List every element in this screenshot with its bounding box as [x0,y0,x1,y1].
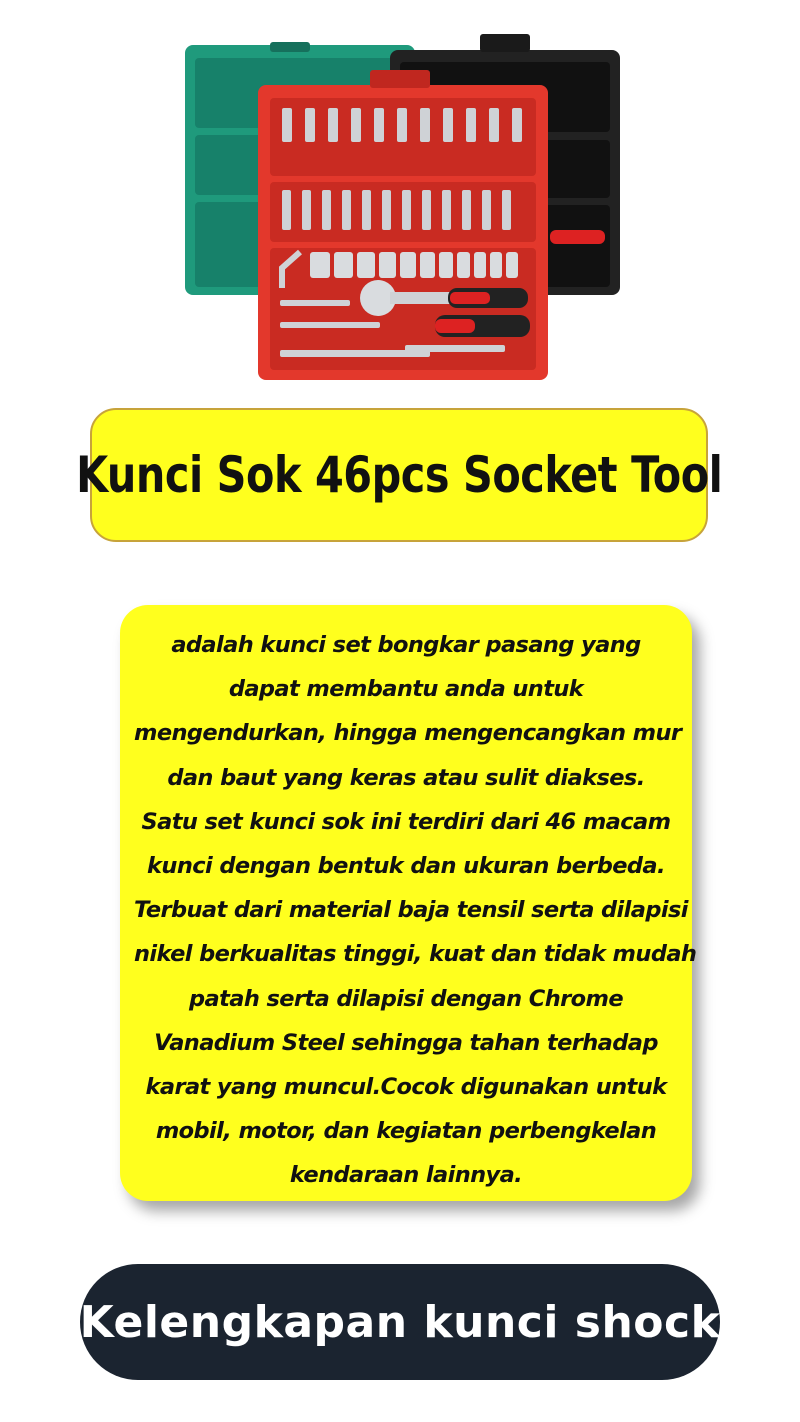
footer-title: Kelengkapan kunci shock [79,1296,721,1348]
description-line: patah serta dilapisi dengan Chrome [189,985,623,1012]
description-line: kendaraan lainnya. [289,1162,523,1189]
title-banner [75,408,723,542]
description-line: mobil, motor, dan kegiatan perbengkelan [155,1118,657,1145]
description-line: Satu set kunci sok ini terdiri dari 46 macam [141,808,671,835]
description-line: dapat membantu anda untuk [228,676,584,703]
description-line: mengendurkan, hingga mengencangkan mur [134,720,682,747]
description-line: Terbuat dari material baja tensil serta dilapisi [134,897,688,924]
description-line: dan baut yang keras atau sulit diakses. [167,764,645,791]
footer-banner [80,1264,720,1380]
red-case [258,70,548,380]
description-line: nikel berkualitas tinggi, kuat dan tidak mudah [134,941,697,968]
description-card [120,605,697,1201]
product-title: Kunci Sok 46pcs Socket Tool [75,446,723,504]
description-line: karat yang muncul.Cocok digunakan untuk [145,1074,667,1101]
description-line: kunci dengan bentuk dan ukuran berbeda. [147,853,665,880]
description-line: adalah kunci set bongkar pasang yang [171,632,641,658]
description-line: Vanadium Steel sehingga tahan terhadap [154,1029,658,1056]
socket-set-image [150,30,650,390]
